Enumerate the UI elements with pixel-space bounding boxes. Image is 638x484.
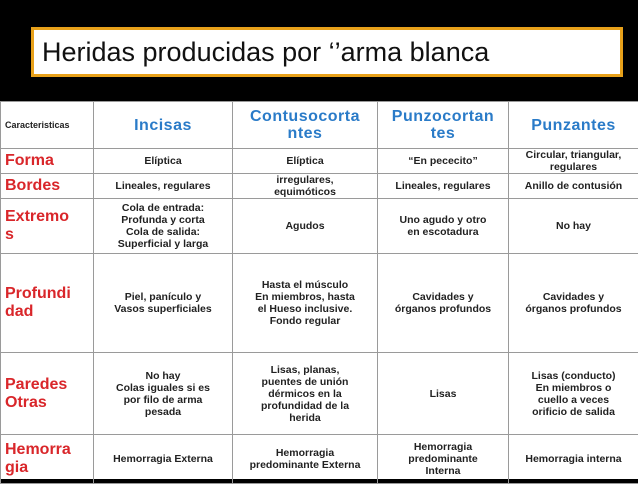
title-box <box>31 27 623 77</box>
table-cell <box>94 435 233 484</box>
table-cell <box>233 199 378 254</box>
table-cell <box>233 435 378 484</box>
table-cell <box>94 254 233 353</box>
cell-text: Hemorragia Externa <box>113 453 213 465</box>
table-cell <box>94 353 233 435</box>
header-label: Contusocorta ntes <box>250 108 360 142</box>
comparison-table-container <box>0 101 638 479</box>
table-cell <box>233 149 378 174</box>
row-header-label: Profundi dad <box>5 285 71 320</box>
cell-text: No hay <box>556 220 591 232</box>
table-cell <box>509 353 638 435</box>
table-row <box>1 174 638 199</box>
row-header <box>1 254 94 353</box>
cell-text: Hasta el músculo En miembros, hasta el Hueso inclusive. Fondo regular <box>255 279 355 327</box>
cell-text: Hemorragia predominante Externa <box>250 447 361 471</box>
header-incisas <box>94 102 233 149</box>
cell-text: No hay Colas iguales si es por filo de arma pesada <box>116 370 210 418</box>
header-contusocortantes <box>233 102 378 149</box>
cell-text: Lisas, planas, puentes de unión dérmicos en la profundidad de la herida <box>261 364 349 424</box>
cell-text: Hemorragia predominante Interna <box>408 441 477 477</box>
cell-text: Uno agudo y otro en escotadura <box>400 214 487 238</box>
cell-text: Cavidades y órganos profundos <box>395 291 491 315</box>
row-header <box>1 149 94 174</box>
row-header-label: Paredes Otras <box>5 376 67 411</box>
cell-text: Cola de entrada: Profunda y corta Cola de salida: Superficial y larga <box>118 202 208 250</box>
table-cell <box>233 353 378 435</box>
cell-text: Anillo de contusión <box>525 180 622 192</box>
table-row <box>1 149 638 174</box>
row-header <box>1 199 94 254</box>
row-header <box>1 174 94 199</box>
cell-text: Lisas <box>430 388 457 400</box>
table-cell <box>233 174 378 199</box>
cell-text: “En pececito” <box>408 155 477 167</box>
table-row <box>1 199 638 254</box>
table-cell <box>378 435 509 484</box>
cell-text: Piel, panículo y Vasos superficiales <box>114 291 211 315</box>
row-header-label: Bordes <box>5 177 60 194</box>
cell-text: Cavidades y órganos profundos <box>525 291 621 315</box>
table-cell <box>378 199 509 254</box>
table-cell <box>509 435 638 484</box>
table-cell <box>378 174 509 199</box>
cell-text: Elíptica <box>286 155 323 167</box>
row-header-label: Hemorra gia <box>5 441 71 476</box>
table-cell <box>94 149 233 174</box>
table-cell <box>233 254 378 353</box>
page-title: Heridas producidas por ‘’arma blanca <box>42 37 489 68</box>
comparison-table <box>0 101 638 484</box>
table-cell <box>509 174 638 199</box>
table-row <box>1 435 638 484</box>
table-cell <box>94 174 233 199</box>
row-header <box>1 353 94 435</box>
cell-text: Agudos <box>285 220 324 232</box>
table-row <box>1 254 638 353</box>
cell-text: irregulares, equimóticos <box>274 174 336 198</box>
header-punzocortantes <box>378 102 509 149</box>
row-header-label: Forma <box>5 152 54 169</box>
table-cell <box>509 149 638 174</box>
table-cell <box>94 199 233 254</box>
cell-text: Lineales, regulares <box>115 180 210 192</box>
header-punzantes <box>509 102 638 149</box>
row-header-label: Extremo s <box>5 208 69 243</box>
table-cell <box>378 149 509 174</box>
table-cell <box>509 199 638 254</box>
table-cell <box>509 254 638 353</box>
cell-text: Hemorragia interna <box>525 453 621 465</box>
header-label: Punzantes <box>531 117 616 134</box>
row-header <box>1 435 94 484</box>
header-label: Incisas <box>134 117 192 134</box>
header-corner: Caracteristicas <box>1 102 94 149</box>
table-row <box>1 353 638 435</box>
table-cell <box>378 254 509 353</box>
cell-text: Lisas (conducto) En miembros o cuello a veces orificio de salida <box>531 370 615 418</box>
cell-text: Circular, triangular, regulares <box>526 149 622 173</box>
header-label: Punzocortan tes <box>392 108 494 142</box>
cell-text: Elíptica <box>144 155 181 167</box>
cell-text: Lineales, regulares <box>395 180 490 192</box>
table-cell <box>378 353 509 435</box>
header-row <box>1 102 638 149</box>
